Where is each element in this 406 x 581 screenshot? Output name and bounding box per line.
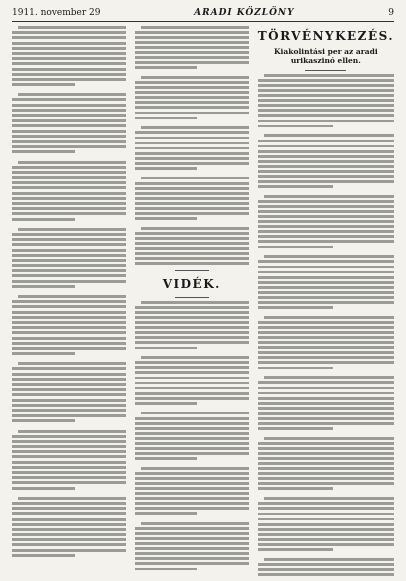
text-line <box>135 477 249 480</box>
text-line <box>135 377 249 380</box>
text-line <box>135 106 249 109</box>
text-line <box>12 202 126 205</box>
text-line <box>135 152 249 155</box>
paragraph-gap <box>12 559 126 564</box>
text-line <box>258 477 394 480</box>
text-line <box>258 402 394 405</box>
text-line <box>12 150 75 153</box>
text-line <box>264 497 394 500</box>
header-title: ARADI KÖZLÖNY <box>194 8 295 18</box>
text-line <box>12 249 126 252</box>
text-line <box>258 538 394 541</box>
text-line <box>258 225 394 228</box>
text-line <box>135 212 249 215</box>
text-line <box>258 210 394 213</box>
text-line <box>258 331 394 334</box>
section-heading: TÖRVÉNYKEZÉS. <box>257 29 395 43</box>
text-line <box>264 437 394 440</box>
text-line <box>135 361 249 364</box>
text-line <box>135 387 249 390</box>
text-line <box>135 457 198 460</box>
text-line <box>135 36 249 39</box>
text-line <box>258 543 394 546</box>
text-line <box>135 217 198 220</box>
text-line <box>12 57 126 60</box>
text-line <box>12 393 126 396</box>
text-line <box>258 276 394 279</box>
text-line <box>258 104 394 107</box>
text-line <box>135 512 198 515</box>
text-line <box>135 46 249 49</box>
text-line <box>135 91 249 94</box>
text-line <box>141 26 249 29</box>
divider <box>175 297 209 298</box>
text-line <box>12 212 126 215</box>
text-line <box>135 112 249 115</box>
text-line <box>12 73 126 76</box>
text-line <box>135 306 249 309</box>
text-line <box>12 347 126 350</box>
text-line <box>12 549 126 552</box>
text-line <box>258 472 394 475</box>
text-line <box>258 145 394 148</box>
text-line <box>135 252 249 255</box>
text-line <box>12 528 126 531</box>
text-line <box>258 422 394 425</box>
text-line <box>135 392 249 395</box>
text-line <box>12 114 126 117</box>
text-line <box>135 117 198 120</box>
text-line <box>12 264 126 267</box>
text-line <box>12 518 126 521</box>
text-line <box>12 445 126 448</box>
text-line <box>258 336 394 339</box>
text-line <box>258 442 394 445</box>
text-line <box>258 235 394 238</box>
text-line <box>12 471 126 474</box>
text-line <box>135 51 249 54</box>
text-line <box>12 285 75 288</box>
text-line <box>258 427 333 430</box>
text-line <box>258 356 394 359</box>
text-line <box>135 192 249 195</box>
text-line <box>258 94 394 97</box>
text-line <box>264 558 394 561</box>
text-line <box>264 74 394 77</box>
text-line <box>135 321 249 324</box>
text-line <box>258 89 394 92</box>
text-line <box>135 316 249 319</box>
text-line <box>135 157 249 160</box>
text-line <box>12 466 126 469</box>
text-line <box>258 215 394 218</box>
text-line <box>141 412 249 415</box>
text-line <box>258 573 394 576</box>
text-line <box>135 507 249 510</box>
text-line <box>12 145 126 148</box>
text-line <box>135 382 249 385</box>
text-line <box>135 452 249 455</box>
text-line <box>12 461 126 464</box>
text-line <box>258 246 333 249</box>
text-line <box>12 487 75 490</box>
text-line <box>135 402 198 405</box>
text-line <box>135 257 249 260</box>
text-line <box>135 537 249 540</box>
text-line <box>258 467 394 470</box>
text-line <box>12 554 75 557</box>
text-line <box>12 316 126 319</box>
text-line <box>12 52 126 55</box>
text-line <box>135 422 249 425</box>
text-line <box>135 31 249 34</box>
text-line <box>258 301 394 304</box>
text-line <box>135 397 249 400</box>
text-line <box>258 281 394 284</box>
text-line <box>12 36 126 39</box>
text-line <box>258 296 394 299</box>
text-line <box>135 207 249 210</box>
text-line <box>135 197 249 200</box>
text-line <box>258 392 394 395</box>
paragraph-gap <box>135 573 249 578</box>
text-line <box>12 383 126 386</box>
text-line <box>258 326 394 329</box>
text-line <box>135 336 249 339</box>
text-line <box>264 316 394 319</box>
text-line <box>12 42 126 45</box>
text-line <box>12 543 126 546</box>
text-line <box>258 109 394 112</box>
text-line <box>135 532 249 535</box>
text-line <box>135 247 249 250</box>
text-line <box>12 440 126 443</box>
text-line <box>141 522 249 525</box>
text-line <box>12 47 126 50</box>
text-line <box>12 280 126 283</box>
text-line <box>135 81 249 84</box>
text-line <box>12 119 126 122</box>
text-line <box>141 126 249 129</box>
text-line <box>12 186 126 189</box>
text-line <box>258 417 394 420</box>
text-line <box>258 381 394 384</box>
text-line <box>12 31 126 34</box>
text-line <box>12 378 126 381</box>
text-line <box>12 352 75 355</box>
text-line <box>258 407 394 410</box>
text-line <box>12 507 126 510</box>
text-line <box>18 26 126 29</box>
text-line <box>18 295 126 298</box>
divider <box>175 270 209 271</box>
text-line <box>12 259 126 262</box>
text-line <box>258 306 333 309</box>
text-line <box>12 399 126 402</box>
text-line <box>258 230 394 233</box>
text-line <box>141 177 249 180</box>
text-line <box>135 557 249 560</box>
text-line <box>12 409 126 412</box>
text-line <box>12 512 126 515</box>
text-line <box>135 137 249 140</box>
text-line <box>258 155 394 158</box>
text-line <box>258 165 394 168</box>
text-line <box>12 455 126 458</box>
text-line <box>258 351 394 354</box>
text-line <box>12 476 126 479</box>
text-line <box>135 262 249 265</box>
text-line <box>258 447 394 450</box>
text-line <box>258 462 394 465</box>
text-line <box>18 497 126 500</box>
text-line <box>258 140 394 143</box>
text-line <box>12 450 126 453</box>
text-line <box>258 367 333 370</box>
text-line <box>258 185 333 188</box>
text-line <box>258 487 333 490</box>
text-line <box>135 41 249 44</box>
text-line <box>258 220 394 223</box>
text-line <box>258 513 394 516</box>
text-line <box>141 76 249 79</box>
text-line <box>135 542 249 545</box>
text-line <box>135 447 249 450</box>
text-line <box>18 430 126 433</box>
text-line <box>135 437 249 440</box>
text-line <box>258 125 333 128</box>
text-line <box>135 237 249 240</box>
text-line <box>12 176 126 179</box>
text-line <box>12 481 126 484</box>
text-line <box>135 326 249 329</box>
text-line <box>258 114 394 117</box>
text-line <box>258 346 394 349</box>
text-line <box>12 166 126 169</box>
text-line <box>12 192 126 195</box>
section-heading: VIDÉK. <box>162 277 221 292</box>
text-line <box>12 62 126 65</box>
text-line <box>135 101 249 104</box>
text-line <box>12 218 75 221</box>
text-line <box>141 356 249 359</box>
text-line <box>12 181 126 184</box>
text-line <box>135 86 249 89</box>
page-header <box>12 8 394 22</box>
header-date: 1911. november 29 <box>12 8 101 18</box>
text-line <box>18 228 126 231</box>
text-line <box>264 255 394 258</box>
text-line <box>12 404 126 407</box>
text-line <box>12 130 126 133</box>
text-line <box>135 66 198 69</box>
text-line <box>258 170 394 173</box>
text-line <box>135 162 249 165</box>
text-line <box>12 373 126 376</box>
text-line <box>135 472 249 475</box>
text-line <box>258 260 394 263</box>
text-line <box>258 200 394 203</box>
text-line <box>12 98 126 101</box>
text-line <box>135 147 249 150</box>
text-line <box>12 243 126 246</box>
text-line <box>12 388 126 391</box>
text-line <box>12 326 126 329</box>
text-line <box>12 300 126 303</box>
text-line <box>12 78 126 81</box>
text-line <box>258 563 394 566</box>
text-line <box>258 180 394 183</box>
column-2 <box>135 26 249 578</box>
text-line <box>258 205 394 208</box>
text-line <box>135 96 249 99</box>
text-line <box>258 452 394 455</box>
text-line <box>12 419 75 422</box>
text-line <box>135 341 249 344</box>
text-line <box>12 109 126 112</box>
text-line <box>258 507 394 510</box>
text-line <box>258 397 394 400</box>
article-subtitle: Kiakolintási per az aradi urikaszinó ellen. <box>274 47 378 65</box>
text-line <box>18 93 126 96</box>
text-line <box>258 568 394 571</box>
text-line <box>12 124 126 127</box>
text-line <box>135 562 249 565</box>
text-line <box>12 233 126 236</box>
text-line <box>258 84 394 87</box>
text-line <box>12 311 126 314</box>
text-line <box>135 487 249 490</box>
text-line <box>135 167 198 170</box>
text-line <box>135 331 249 334</box>
text-line <box>264 134 394 137</box>
text-line <box>258 286 394 289</box>
text-line <box>12 254 126 257</box>
text-line <box>135 187 249 190</box>
text-line <box>258 341 394 344</box>
text-line <box>141 301 249 304</box>
text-line <box>258 79 394 82</box>
columns <box>12 26 394 578</box>
text-line <box>135 527 249 530</box>
text-line <box>258 175 394 178</box>
text-line <box>135 568 198 571</box>
text-line <box>12 269 126 272</box>
text-line <box>135 56 249 59</box>
text-line <box>258 291 394 294</box>
text-line <box>135 432 249 435</box>
text-line <box>12 135 126 138</box>
text-line <box>264 376 394 379</box>
text-line <box>258 518 394 521</box>
text-line <box>258 271 394 274</box>
text-line <box>264 195 394 198</box>
text-line <box>18 161 126 164</box>
text-line <box>258 240 394 243</box>
text-line <box>258 321 394 324</box>
text-line <box>12 140 126 143</box>
text-line <box>12 274 126 277</box>
text-line <box>12 104 126 107</box>
text-line <box>258 160 394 163</box>
text-line <box>135 371 249 374</box>
text-line <box>12 207 126 210</box>
text-line <box>258 523 394 526</box>
text-line <box>135 492 249 495</box>
text-line <box>12 414 126 417</box>
text-line <box>135 347 198 350</box>
text-line <box>258 99 394 102</box>
column-1 <box>12 26 126 578</box>
text-line <box>258 150 394 153</box>
text-line <box>258 548 333 551</box>
text-line <box>258 266 394 269</box>
text-line <box>135 427 249 430</box>
text-line <box>12 538 126 541</box>
text-line <box>135 502 249 505</box>
text-line <box>258 412 394 415</box>
text-line <box>258 387 394 390</box>
text-line <box>258 528 394 531</box>
text-line <box>12 331 126 334</box>
text-line <box>135 61 249 64</box>
text-line <box>258 361 394 364</box>
text-line <box>135 552 249 555</box>
text-line <box>135 497 249 500</box>
text-line <box>135 232 249 235</box>
text-line <box>135 131 249 134</box>
text-line <box>12 197 126 200</box>
text-line <box>135 242 249 245</box>
text-line <box>12 171 126 174</box>
text-line <box>135 142 249 145</box>
column-3 <box>258 26 394 578</box>
text-line <box>12 523 126 526</box>
text-line <box>141 467 249 470</box>
text-line <box>135 202 249 205</box>
text-line <box>18 362 126 365</box>
header-page-number: 9 <box>388 8 394 18</box>
text-line <box>12 238 126 241</box>
divider <box>305 70 346 71</box>
text-line <box>12 83 75 86</box>
text-line <box>258 120 394 123</box>
text-line <box>135 182 249 185</box>
text-line <box>135 366 249 369</box>
text-line <box>258 457 394 460</box>
text-line <box>12 502 126 505</box>
text-line <box>141 227 249 230</box>
text-line <box>135 311 249 314</box>
text-line <box>258 482 394 485</box>
text-line <box>12 342 126 345</box>
text-line <box>258 502 394 505</box>
text-line <box>12 435 126 438</box>
text-line <box>12 533 126 536</box>
text-line <box>12 367 126 370</box>
text-line <box>135 417 249 420</box>
text-line <box>135 547 249 550</box>
text-line <box>135 482 249 485</box>
text-line <box>12 321 126 324</box>
text-line <box>12 337 126 340</box>
text-line <box>135 442 249 445</box>
text-line <box>258 533 394 536</box>
text-line <box>12 68 126 71</box>
text-line <box>12 305 126 308</box>
